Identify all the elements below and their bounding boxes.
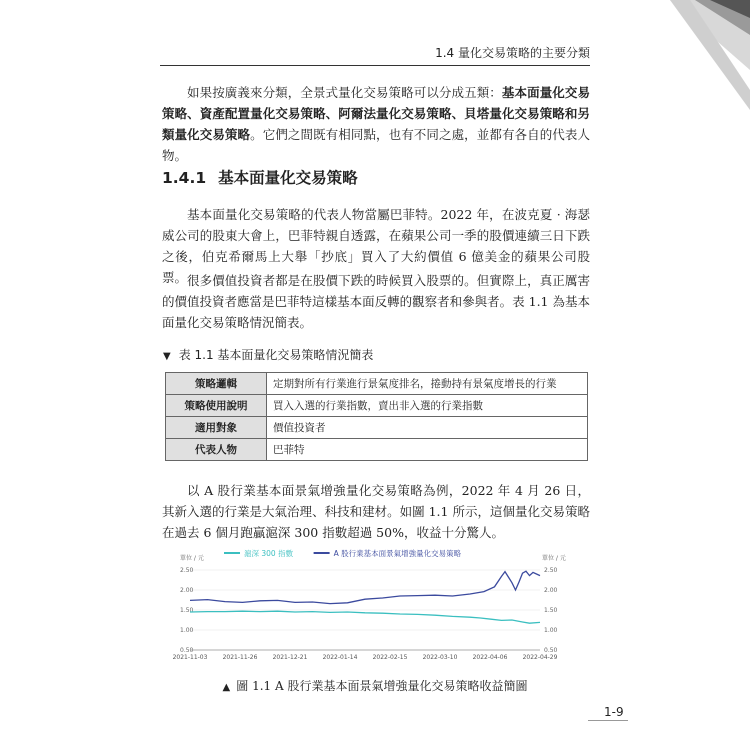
table-caption-text: 表 1.1 基本面量化交易策略情況簡表 [178,348,374,362]
returns-chart [162,544,590,670]
y-tick-label-right: 1.00 [544,627,558,634]
page-number: 1-9 [604,705,624,719]
x-tick-label: 2022-04-29 [522,654,558,661]
y-axis-unit-right: 單位 / 元 [542,555,566,562]
table-key: 代表人物 [166,439,267,461]
section-number: 1.4.1 [162,169,207,187]
x-tick-label: 2022-03-10 [422,654,458,661]
table-row [166,373,588,395]
strategy-table [165,372,588,461]
section-heading [162,166,358,188]
table-value: 定期對所有行業進行景氣度排名，捲動持有景氣度增長的行業 [267,373,588,395]
y-tick-label-left: 0.50 [180,647,194,654]
header-title: 1.4 量化交易策略的主要分類 [435,46,590,60]
triangle-up-icon: ▲ [222,682,231,693]
table-key: 策略使用說明 [166,395,267,417]
y-tick-label-left: 2.00 [180,587,194,594]
x-tick-label: 2021-11-26 [222,654,258,661]
y-tick-label-right: 1.50 [544,607,558,614]
paragraph-3: 以 A 股行業基本面景氣增強量化交易策略為例，2022 年 4 月 26 日，其新入選的行業是大氣治理、科技和建材。如圖 1.1 所示，這個量化交易策略在過去 6 個月跑贏滬深 300 指數超過 50%，收益十分驚人。 [162,483,590,540]
paragraph-2: 很多價值投資者都是在股價下跌的時候買入股票的。但實際上，真正厲害的價值投資者應當是巴菲特這樣基本面反轉的觀察者和參與者。表 1.1 為基本面量化交易策略情況簡表。 [162,273,590,330]
figure-caption [0,677,750,694]
table-key: 策略邏輯 [166,373,267,395]
intro-text-1: 如果按廣義來分類，全景式量化交易策略可以分成五類： [187,85,502,100]
paragraph-1: 基本面量化交易策略的代表人物當屬巴菲特。2022 年，在波克夏 · 海瑟威公司的股東大會上，巴菲特親自透露，在蘋果公司一季的股價連續三日下跌之後，伯克希爾馬上大舉「抄底」買入了大約價值 6 億美金的蘋果公司股票。 [162,207,590,285]
x-tick-label: 2022-04-06 [472,654,508,661]
table-value: 巴菲特 [267,439,588,461]
table-value: 價值投資者 [267,417,588,439]
x-tick-label: 2022-02-15 [372,654,408,661]
y-tick-label-right: 0.50 [544,647,558,654]
table-key: 適用對象 [166,417,267,439]
legend-label: 滬深 300 指數 [244,549,294,558]
x-tick-label: 2021-12-21 [272,654,308,661]
series-line-1 [190,571,540,603]
running-header [160,36,590,66]
series-line-0 [190,611,540,623]
y-tick-label-left: 1.00 [180,627,194,634]
table-value: 買入入選的行業指數，賣出非入選的行業指數 [267,395,588,417]
section-title: 基本面量化交易策略 [218,169,358,187]
corner-decoration [620,0,750,130]
intro-paragraph [162,82,590,166]
x-tick-label: 2022-01-14 [322,654,358,661]
y-tick-label-left: 1.50 [180,607,194,614]
intro-text-2: 。它們之間既有相同點，也有不同之處，並都有各自的代表人物。 [162,127,590,163]
x-tick-label: 2021-11-03 [172,654,208,661]
legend-label: A 股行業基本面景氣增強量化交易策略 [333,549,462,558]
triangle-down-icon: ▼ [163,351,171,362]
y-tick-label-left: 2.50 [180,567,194,574]
y-tick-label-right: 2.50 [544,567,558,574]
y-tick-label-right: 2.00 [544,587,558,594]
table-row [166,417,588,439]
table-row [166,439,588,461]
table-caption [163,346,373,363]
header-rule [160,65,590,66]
figure-caption-text: 圖 1.1 A 股行業基本面景氣增強量化交易策略收益簡圖 [236,679,528,693]
page-number-rule [588,720,628,721]
intro-bold-list: 基本面量化交易策略、資產配置量化交易策略、阿爾法量化交易策略、貝塔量化交易策略和另類量化交易策略 [162,85,590,142]
table-row [166,395,588,417]
y-axis-unit-left: 單位 / 元 [180,555,204,562]
